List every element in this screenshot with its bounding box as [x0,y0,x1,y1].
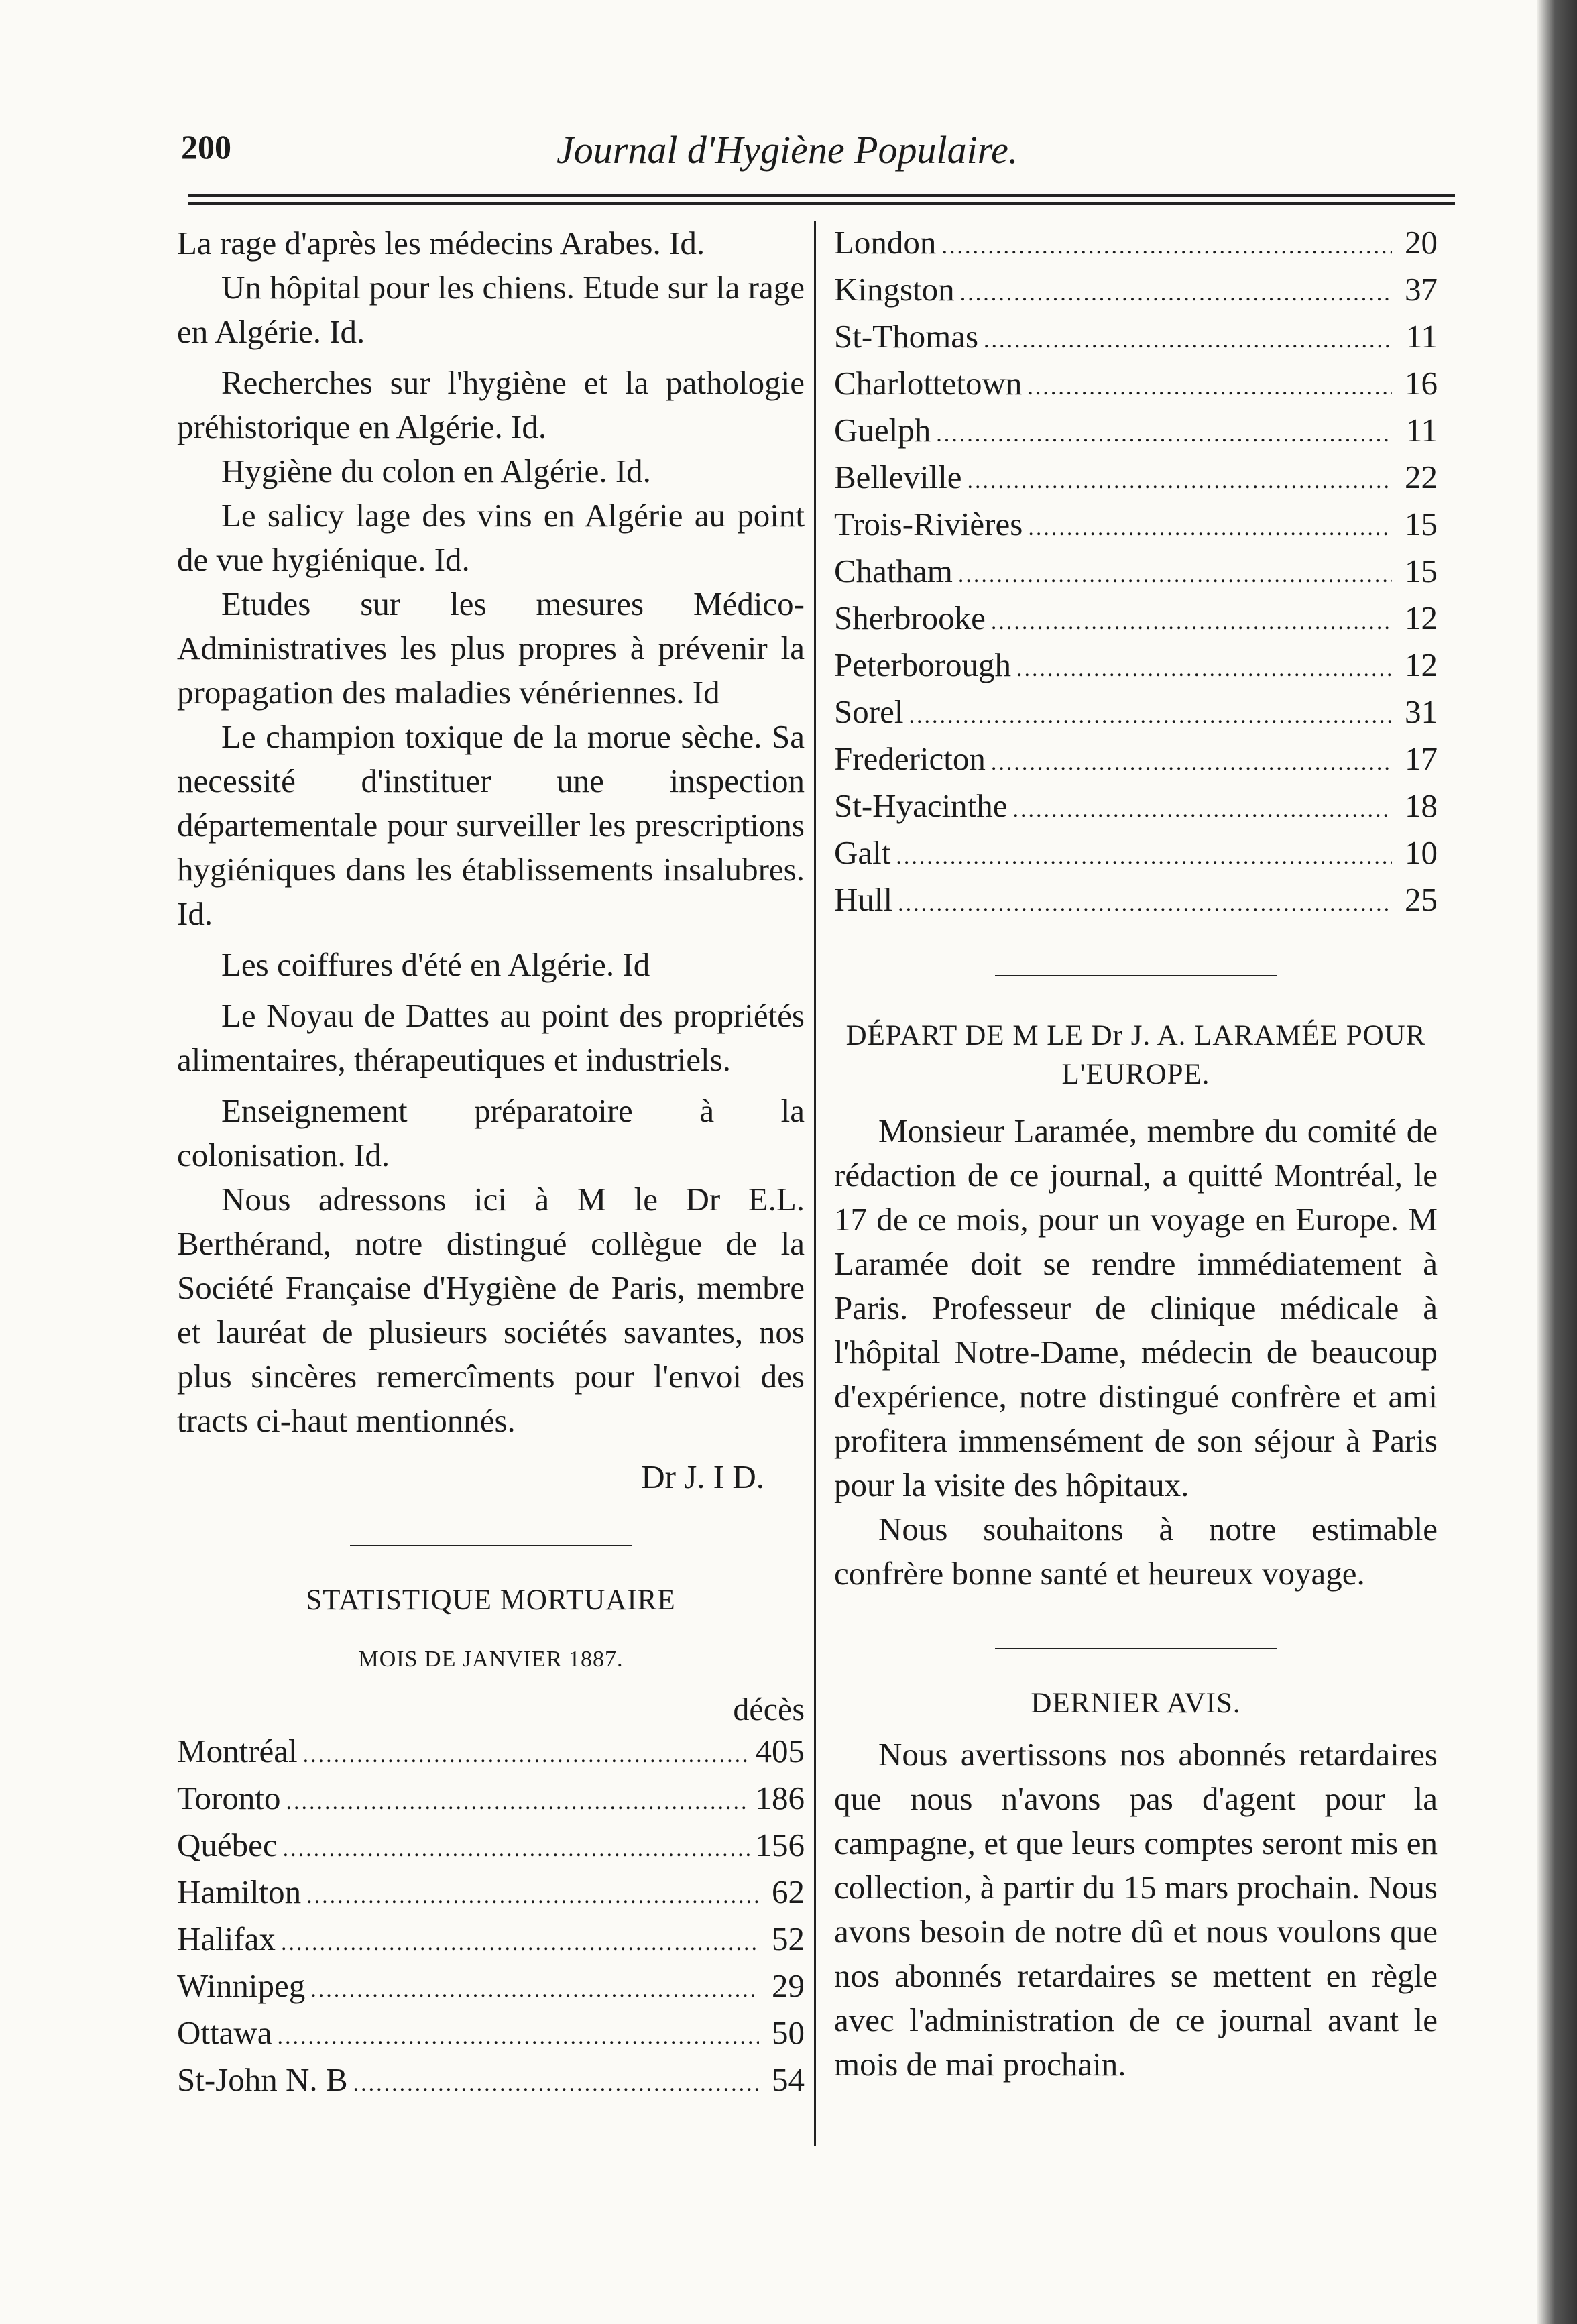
mortality-row [834,597,1438,644]
bibliography-item: Hygiène du colon en Algérie. Id. [221,453,651,489]
city-name: Guelph [834,412,931,449]
bibliography-item: Recherches sur l'hygiène et la pathologie préhistorique en Algérie. Id. [177,364,805,445]
city-name: Galt [834,834,891,871]
death-count: 16 [1405,365,1438,402]
dot-leader [898,882,1392,925]
death-count: 17 [1405,740,1438,777]
death-count: 22 [1405,459,1438,496]
statistics-subtitle: MOIS DE JANVIER 1887. [358,1647,624,1672]
dot-leader [991,601,1392,644]
death-count: 20 [1405,224,1438,261]
dot-leader [991,742,1392,785]
mortality-row [834,409,1438,456]
dot-leader [936,413,1392,456]
mortality-row [834,221,1438,268]
mortality-list-right [834,221,1438,925]
mortality-row [834,691,1438,738]
death-count: 11 [1405,318,1438,355]
city-name: Sherbrooke [834,599,986,636]
mortality-row [177,2012,805,2058]
death-count: 31 [1405,693,1438,730]
mortality-list-left [177,1730,805,2105]
city-name: Peterborough [834,646,1011,683]
depart-paragraph: Monsieur Laramée, membre du comité de rédaction de ce journal, a quitté Montréal, le 17 de ce mois, pour un voyage en Europe. M Laramée doit se rendre immédiatement à Paris. Professeur de clinique médicale à l'hôpital Notre-Dame, médecin de beaucoup d'expérience, notre distingué confrère et ami profitera immensément de son séjour à Paris pour la visite des hôpitaux. [834,1112,1438,1503]
section-divider [995,975,1277,976]
city-name: London [834,224,937,261]
death-count: 12 [1405,646,1438,683]
dot-leader [1016,648,1392,691]
dot-leader [278,2016,760,2058]
death-count: 15 [1405,553,1438,589]
signature: Dr J. I D. [641,1458,764,1495]
right-column [834,221,1438,2087]
column-divider [814,221,816,2146]
death-count: 405 [755,1733,805,1769]
running-title: Journal d'Hygiène Populaire. [557,128,1018,172]
mortality-row [834,456,1438,503]
mortality-row [834,362,1438,409]
depart-paragraph: Nous souhaitons à notre estimable confrère bonne santé et heureux voyage. [834,1511,1438,1592]
dot-leader [353,2062,759,2105]
bibliography-item: Le salicy lage des vins en Algérie au point de vue hygiénique. Id. [177,497,805,578]
city-name: St-Thomas [834,318,979,355]
page-header [181,127,1455,188]
dot-leader [960,272,1392,315]
dot-leader [1027,366,1392,409]
mortality-row [834,738,1438,785]
city-name: St-Hyacinthe [834,787,1008,824]
dot-leader [1013,789,1392,831]
death-count: 25 [1405,881,1438,918]
mortality-row [834,878,1438,925]
mortality-row [177,1824,805,1871]
city-name: Halifax [177,1920,276,1957]
dot-leader [1028,507,1392,550]
section-divider [995,1648,1277,1649]
death-count: 54 [772,2061,805,2098]
death-count: 11 [1405,412,1438,449]
mortality-row [834,315,1438,362]
bibliography-item: Le champion toxique de la morue sèche. Sa necessité d'instituer une inspection départementale pour surveiller les prescriptions hygiéniques dans les établissements insalubres. Id. [177,718,805,932]
city-name: Ottawa [177,2014,272,2051]
city-name: Charlottetown [834,365,1023,402]
death-count: 15 [1405,506,1438,542]
dot-leader [941,225,1392,268]
city-name: Québec [177,1826,278,1863]
mortality-row [834,268,1438,315]
city-name: Hamilton [177,1873,302,1910]
death-count: 10 [1405,834,1438,871]
city-name: Belleville [834,459,962,496]
death-count: 29 [772,1967,805,2004]
death-count: 156 [755,1826,805,1863]
bibliography-item: Le Noyau de Dattes au point des propriétés alimentaires, thérapeutiques et industriels. [177,997,805,1078]
death-count: 12 [1405,599,1438,636]
mortality-row [834,831,1438,878]
city-name: Hull [834,881,893,918]
mortality-row [177,1965,805,2012]
dernier-avis-paragraph: Nous avertissons nos abonnés retardaires que nous n'avons pas d'agent pour la campagne, et que leurs comptes seront mis en collection, à partir du 15 mars prochain. Nous avons besoin de notre dû et nous voulons que nos abonnés retardaires se mettent en règle avec l'administration de ce journal avant le mois de mai prochain. [834,1736,1438,2083]
header-rule-top [188,194,1455,197]
mortality-row [177,1777,805,1824]
dot-leader [958,554,1392,597]
left-column [177,221,805,2105]
mortality-row [834,785,1438,831]
dot-leader [283,1828,750,1871]
death-count: 62 [772,1873,805,1910]
bibliography-item: Etudes sur les mesures Médico-Administratives les plus propres à prévenir la propagation des maladies vénériennes. Id [177,585,805,711]
header-rule-bottom [188,202,1455,205]
city-name: Winnipeg [177,1967,306,2004]
mortality-row [177,1871,805,1918]
mortality-row [834,503,1438,550]
dot-leader [303,1734,750,1777]
city-name: Kingston [834,271,955,308]
city-name: Montréal [177,1733,298,1769]
dernier-avis-title: DERNIER AVIS. [1031,1688,1241,1719]
death-count: 18 [1405,787,1438,824]
dot-leader [281,1922,759,1965]
mortality-row [834,550,1438,597]
bibliography-item: Enseignement préparatoire à la colonisation. Id. [177,1092,805,1173]
death-count: 52 [772,1920,805,1957]
bibliography-item: Un hôpital pour les chiens. Etude sur la rage en Algérie. Id. [177,269,805,350]
death-count: 50 [772,2014,805,2051]
mortality-row [177,1730,805,1777]
death-count: 37 [1405,271,1438,308]
dot-leader [306,1875,759,1918]
dot-leader [984,319,1392,362]
deaths-column-header: décès [733,1692,805,1727]
city-name: Sorel [834,693,904,730]
dot-leader [310,1969,759,2012]
mortality-row [177,2058,805,2105]
city-name: St-John N. B [177,2061,348,2098]
mortality-row [834,644,1438,691]
depart-title: DÉPART DE M LE Dr J. A. LARAMÉE POUR L'EUROPE. [845,1020,1426,1090]
bibliography-item: La rage d'après les médecins Arabes. Id. [177,225,705,262]
city-name: Fredericton [834,740,986,777]
section-divider [350,1545,632,1546]
bibliography-item: Les coiffures d'été en Algérie. Id [221,946,650,983]
city-name: Toronto [177,1780,281,1816]
dot-leader [896,835,1392,878]
dot-leader [286,1781,750,1824]
statistics-title: STATISTIQUE MORTUAIRE [306,1584,676,1616]
city-name: Chatham [834,553,953,589]
mortality-row [177,1918,805,1965]
death-count: 186 [755,1780,805,1816]
city-name: Trois-Rivières [834,506,1023,542]
dot-leader [909,695,1392,738]
page-number: 200 [181,128,231,166]
acknowledgement-paragraph: Nous adressons ici à M le Dr E.L. Berthérand, notre distingué collègue de la Société Française d'Hygiène de Paris, membre et lauréat de plusieurs sociétés savantes, nos plus sincères remercîments pour l'envoi des tracts ci-haut mentionnés. [177,1181,805,1439]
dot-leader [968,460,1393,503]
page-edge-shadow [1537,0,1577,2324]
